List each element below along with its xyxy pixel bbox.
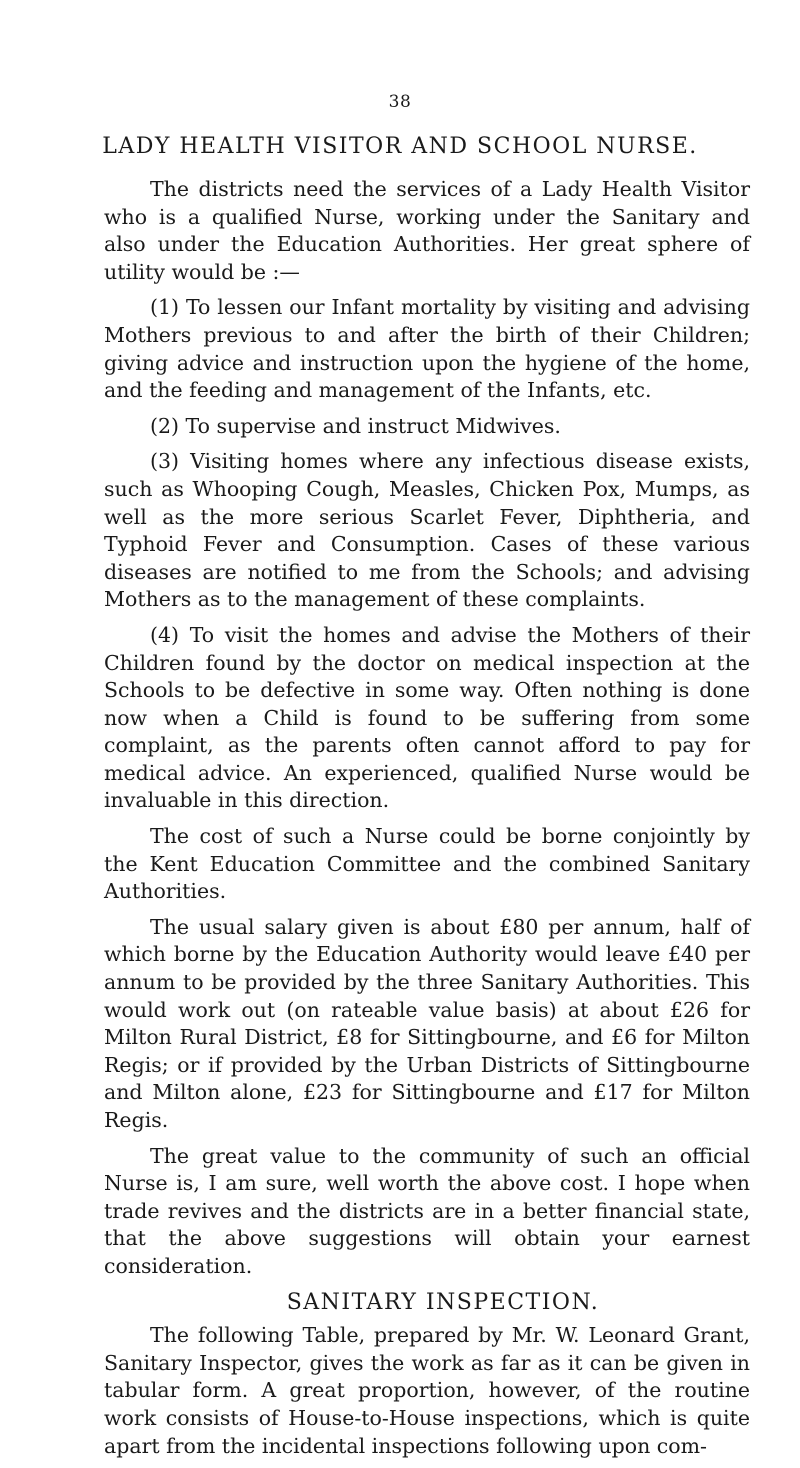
body-text	[104, 176, 750, 1468]
page-number: 38	[388, 92, 412, 112]
paragraph-table-intro: The following Table, prepared by Mr. W. Leonard Grant, Sanitary Inspector, gives the work as far as it can be given in tabular form. A great proportion, however, of the routine work consists of House-to-House inspections, which is quite apart from the incidental inspections following upon com-	[104, 1323, 750, 1458]
paragraph-value: The great value to the community of such an official Nurse is, I am sure, well worth the above cost. I hope when trade revives and the districts are in a better financial state, that the above suggestions will obtain your earnest consideration.	[104, 1143, 750, 1278]
section-heading-health-visitor: LADY HEALTH VISITOR AND SCHOOL NURSE.	[102, 134, 698, 159]
paragraph-item-1: (1) To lessen our Infant mortality by visiting and advising Mothers previous to and after the birth of their Children; giving advice and instruction upon the hygiene of the home, and the feeding and management of the Infants, etc.	[104, 295, 750, 403]
paragraph-item-4: (4) To visit the homes and advise the Mothers of their Children found by the doctor on medical inspection at the Schools to be defective in some way. Often nothing is done now when a Child is found to be suffering from some complaint, as the parents often cannot afford to pay for medical advice. An experienced, qualified Nurse would be invaluable in this direction.	[104, 622, 750, 813]
paragraph-intro: The districts need the services of a Lady Health Visitor who is a qualified Nurse, working under the Sanitary and also under the Education Authorities. Her great sphere of utility would be :—	[104, 177, 750, 284]
paragraph-item-2: (2) To supervise and instruct Midwives.	[150, 413, 561, 438]
section-heading-sanitary-inspection: SANITARY INSPECTION.	[286, 1289, 600, 1315]
paragraph-item-3: (3) Visiting homes where any infectious disease exists, such as Whooping Cough, Measles, Chicken Pox, Mumps, as well as the more serious Scarlet Fever, Diphtheria, and Typhoid Fever and Consumption. Cases of these various diseases are notified to me from the Schools; and advising Mothers as to the management of these complaints.	[104, 449, 750, 612]
paragraph-cost: The cost of such a Nurse could be borne conjointly by the Kent Education Committee and the combined Sanitary Authorities.	[104, 824, 750, 904]
paragraph-salary: The usual salary given is about £80 per annum, half of which borne by the Education Authority would leave £40 per annum to be provided by the three Sanitary Authorities. This would work out (on rateable value basis) at about £26 for Milton Rural District, £8 for Sittingbourne, and £6 for Milton Regis; or if provided by the Urban Districts of Sittingbourne and Milton alone, £23 for Sittingbourne and £17 for Milton Regis.	[104, 914, 750, 1132]
